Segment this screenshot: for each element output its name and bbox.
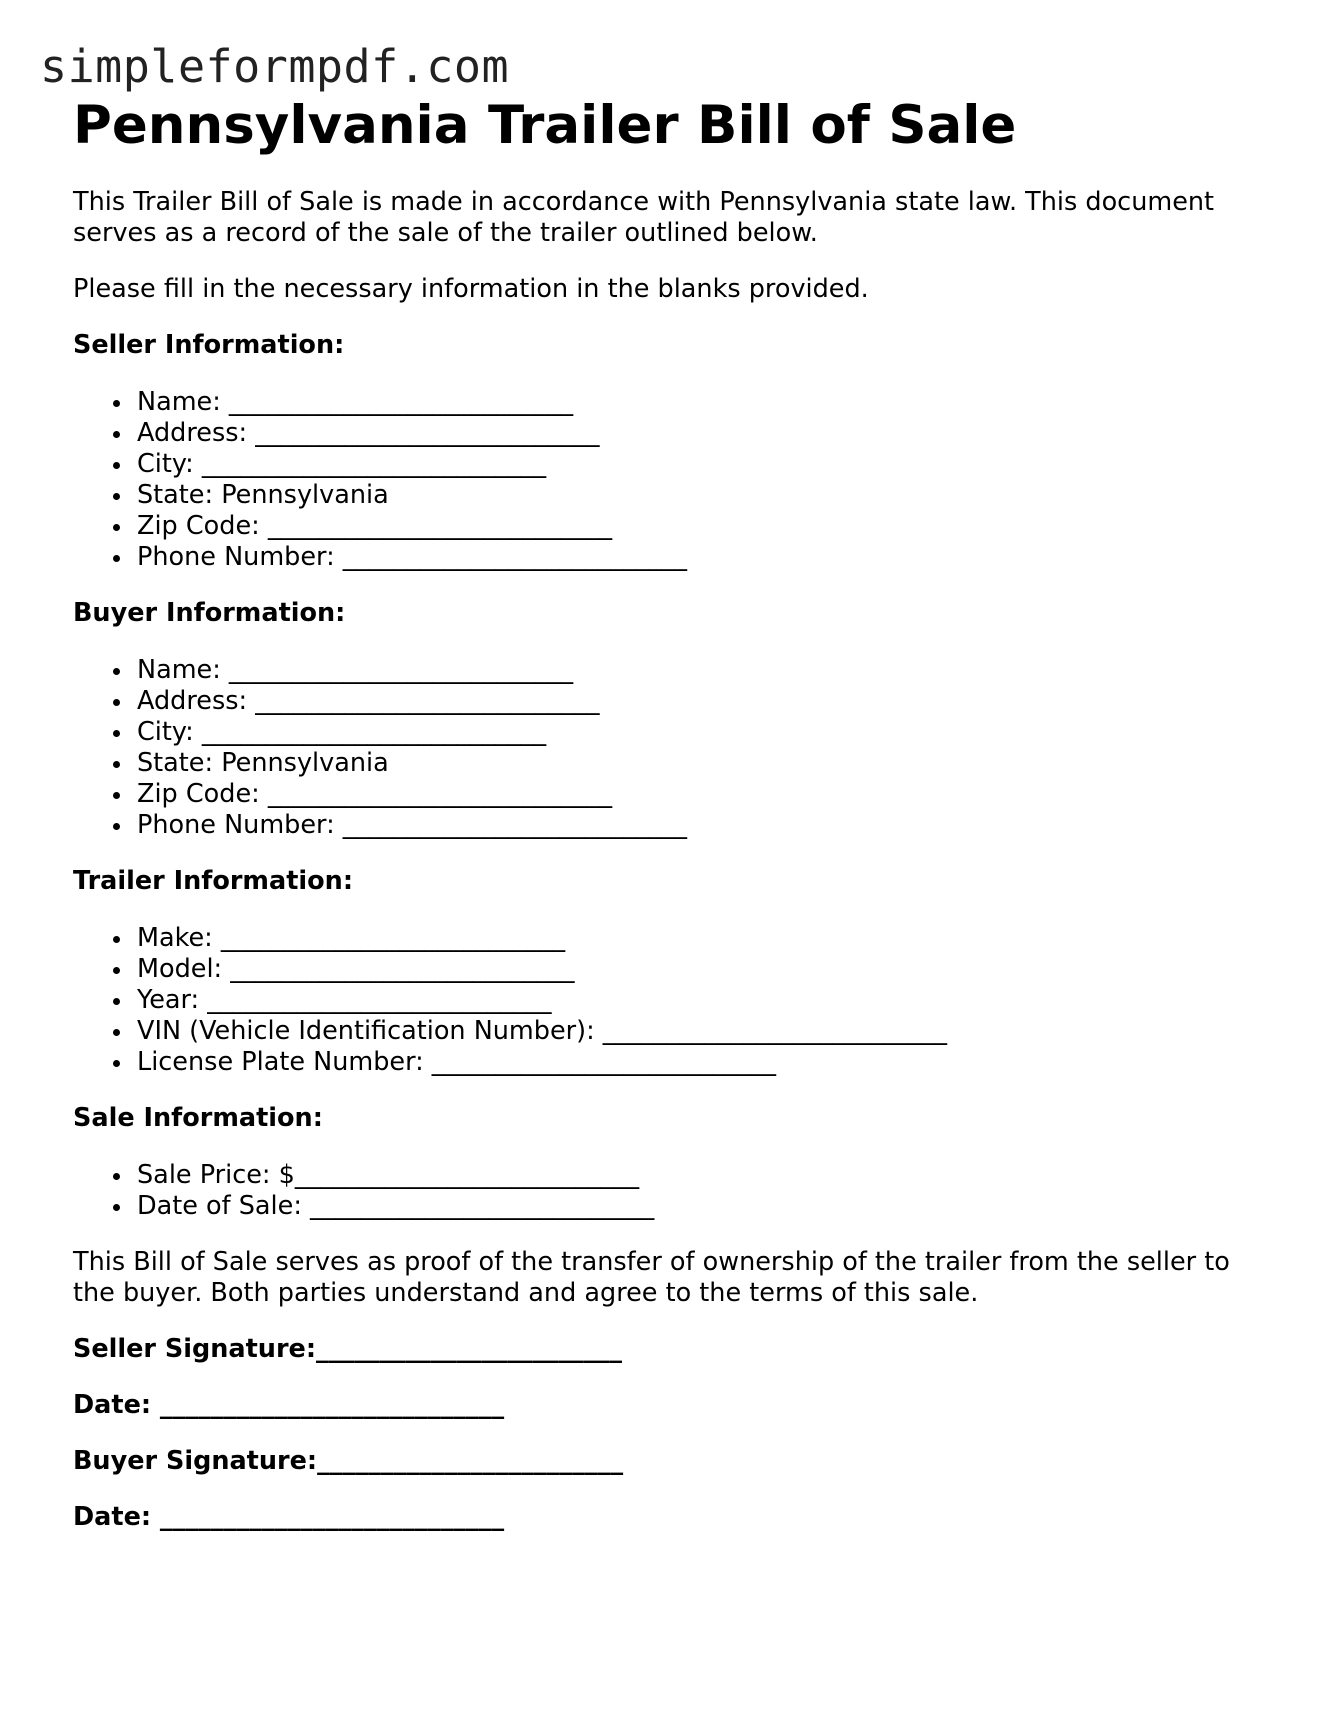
- trailer-model-field[interactable]: Model: ___________________________: [137, 954, 1273, 985]
- sale-price-field[interactable]: Sale Price: $___________________________: [137, 1160, 1273, 1191]
- seller-state-field: State: Pennsylvania: [137, 480, 1273, 511]
- seller-address-field[interactable]: Address: ___________________________: [137, 418, 1273, 449]
- trailer-make-field[interactable]: Make: ___________________________: [137, 923, 1273, 954]
- buyer-city-field[interactable]: City: ___________________________: [137, 717, 1273, 748]
- buyer-zip-field[interactable]: Zip Code: ___________________________: [137, 779, 1273, 810]
- buyer-name-field[interactable]: Name: ___________________________: [137, 655, 1273, 686]
- trailer-vin-field[interactable]: VIN (Vehicle Identification Number): ___________________________: [137, 1016, 1273, 1047]
- buyer-signature-line[interactable]: Buyer Signature:________________________: [73, 1446, 624, 1476]
- seller-section-heading: Seller Information:: [73, 330, 345, 360]
- trailer-plate-field[interactable]: License Plate Number: ___________________________: [137, 1047, 1273, 1078]
- sale-date-field[interactable]: Date of Sale: ___________________________: [137, 1191, 1273, 1222]
- seller-signature-line[interactable]: Seller Signature:________________________: [73, 1334, 623, 1364]
- trailer-field-list: [73, 923, 1273, 1078]
- sale-field-list: [73, 1160, 1273, 1222]
- sale-section-heading: Sale Information:: [73, 1103, 323, 1133]
- buyer-date-line[interactable]: Date: ___________________________: [73, 1502, 505, 1532]
- buyer-field-list: [73, 655, 1273, 841]
- seller-date-line[interactable]: Date: ___________________________: [73, 1390, 505, 1420]
- seller-zip-field[interactable]: Zip Code: ___________________________: [137, 511, 1273, 542]
- buyer-phone-field[interactable]: Phone Number: ___________________________: [137, 810, 1273, 841]
- site-watermark: simpleformpdf.com: [40, 40, 510, 93]
- instructions-paragraph: Please fill in the necessary information in the blanks provided.: [73, 274, 869, 304]
- trailer-year-field[interactable]: Year: ___________________________: [137, 985, 1273, 1016]
- seller-phone-field[interactable]: Phone Number: ___________________________: [137, 542, 1273, 573]
- buyer-state-field: State: Pennsylvania: [137, 748, 1273, 779]
- seller-field-list: [73, 387, 1273, 573]
- document-body: [73, 94, 1273, 1533]
- trailer-section-heading: Trailer Information:: [73, 866, 354, 896]
- buyer-address-field[interactable]: Address: ___________________________: [137, 686, 1273, 717]
- document-title: Pennsylvania Trailer Bill of Sale: [73, 95, 1017, 156]
- seller-city-field[interactable]: City: ___________________________: [137, 449, 1273, 480]
- buyer-section-heading: Buyer Information:: [73, 598, 346, 628]
- seller-name-field[interactable]: Name: ___________________________: [137, 387, 1273, 418]
- closing-paragraph: This Bill of Sale serves as proof of the transfer of ownership of the trailer from the seller to the buyer. Both parties understand and agree to the terms of this sale.: [73, 1247, 1230, 1308]
- intro-paragraph: This Trailer Bill of Sale is made in accordance with Pennsylvania state law. This document serves as a record of the sale of the trailer outlined below.: [73, 187, 1215, 248]
